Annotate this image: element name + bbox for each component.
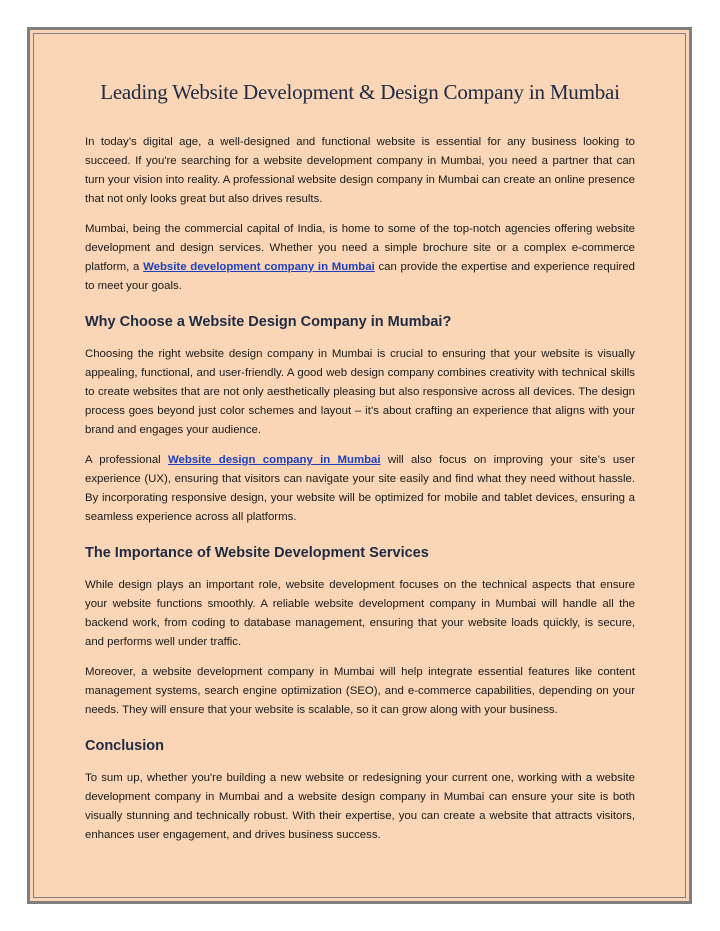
intro-paragraph-2-text-before: Mumbai, being the commercial capital of India, is home to some of the top-notch agencies offering website development and design services. Whether you need a simple brochure site or a complex e-commerce platform, a <box>85 223 635 273</box>
conclusion-paragraph: To sum up, whether you're building a new website or redesigning your current one, working with a website development company in Mumbai and a website design company in Mumbai can ensure your site is both visually stunning and technically robust. With their expertise, you can create a website that attracts visitors, enhances user engagement, and drives business success. <box>85 772 635 841</box>
section-heading-why-choose: Why Choose a Website Design Company in Mumbai? <box>85 314 452 330</box>
why-choose-paragraph-2-text-before: A professional <box>85 454 168 466</box>
website-development-company-link[interactable]: Website development company in Mumbai <box>143 261 375 273</box>
why-choose-paragraph-2-text-after: will also focus on improving your site’s user experience (UX), ensuring that visitors can navigate your site easily and find what they need without hassle. By incorporating responsive design, your website will be optimized for mobile and tablet devices, ensuring a seamless experience across all platforms. <box>85 454 636 523</box>
why-choose-paragraph-2 <box>85 451 635 527</box>
intro-paragraph-1: In today’s digital age, a well-designed and functional website is essential for any business looking to succeed. If you're searching for a website development company in Mumbai, you need a partner that can turn your vision into reality. A professional website design company in Mumbai can create an online presence that not only looks great but also drives results. <box>85 136 635 205</box>
document-content <box>85 80 635 856</box>
intro-paragraph-2-text-after: can provide the expertise and experience required to meet your goals. <box>85 261 635 292</box>
why-choose-paragraph-1: Choosing the right website design company in Mumbai is crucial to ensuring that your website is visually appealing, functional, and user-friendly. A good web design company combines creativity with technical skills to create websites that are not only aesthetically pleasing but also responsive across all devices. The design process goes beyond just color schemes and layout – it’s about crafting an experience that aligns with your brand and engages your audience. <box>85 348 635 436</box>
importance-paragraph-2: Moreover, a website development company in Mumbai will help integrate essential features like content management systems, search engine optimization (SEO), and e-commerce capabilities, depending on your needs. They will ensure that your website is scalable, so it can grow along with your business. <box>85 666 635 716</box>
website-design-company-link[interactable]: Website design company in Mumbai <box>168 454 381 466</box>
section-heading-conclusion: Conclusion <box>85 738 164 754</box>
document-title: Leading Website Development & Design Company in Mumbai <box>100 80 620 104</box>
importance-paragraph-1: While design plays an important role, website development focuses on the technical aspects that ensure your website functions smoothly. A reliable website development company in Mumbai will handle all the backend work, from coding to database management, ensuring that your website loads quickly, is secure, and performs well under traffic. <box>85 579 635 648</box>
section-heading-importance: The Importance of Website Development Services <box>85 545 429 561</box>
intro-paragraph-2 <box>85 220 635 296</box>
